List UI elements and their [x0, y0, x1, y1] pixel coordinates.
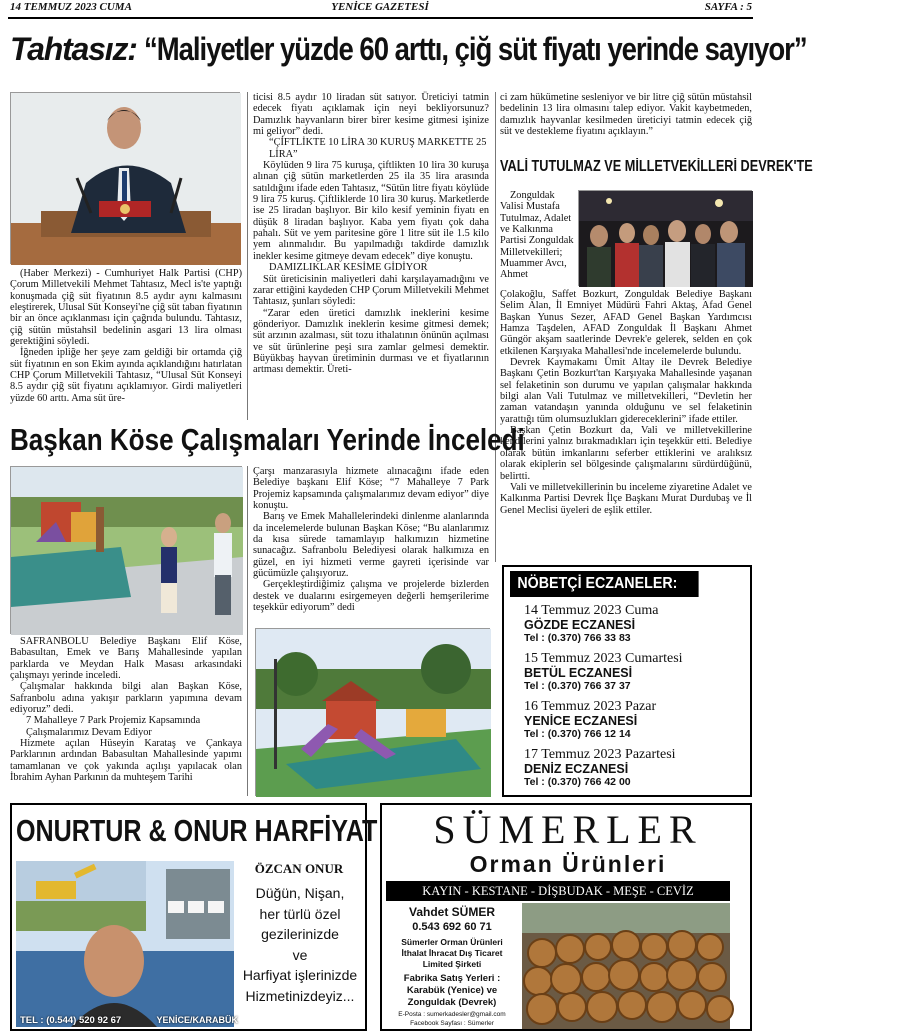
ad-sumerler-factory — [386, 973, 518, 1009]
ad-onurtur-location: YENİCE/KARABÜK — [156, 1015, 238, 1025]
paragraph: Çalışmalar hakkında bilgi alan Başkan Köse, Safranbolu adına yakışır parkların yapımına devam ediyoruz” dedi. — [10, 681, 242, 716]
divider-vertical — [247, 466, 248, 796]
slogan-line: gezilerinizde — [261, 926, 339, 942]
paragraph: Gerçekleştirdiğimiz çalışma ve projelerde bizlerden destek ve dualarını esirgemeyen değerli hemşerilerime teşekkür ediyorum” dedi — [253, 579, 489, 614]
article3-headline: Başkan Köse Çalışmaları Yerinde İnceledi — [10, 422, 525, 457]
pharmacy-name: DENİZ ECZANESİ — [524, 762, 629, 776]
factory-label: Fabrika Satış Yerleri : — [403, 973, 501, 984]
pharmacy-date: 14 Temmuz 2023 Cuma — [524, 603, 659, 618]
subheading: DAMIZLIKLAR KESİME GİDİYOR — [269, 262, 428, 274]
header-paper-name: YENİCE GAZETESİ — [331, 1, 429, 13]
article1-column-2 — [253, 92, 489, 420]
subheading: 7 Mahalleye 7 Park Projemiz Kapsamında Çalışmalarımız Devam Ediyor — [26, 715, 201, 738]
article1-title: “Maliyetler yüzde 60 arttı, çiğ süt fiyatı yerinde sayıyor” — [144, 31, 807, 67]
article2-photo-officials — [578, 190, 752, 286]
ad-sumerler-email: E-Posta : sumerkadesler@gmail.com — [398, 1011, 506, 1018]
ad-sumerler — [380, 803, 752, 1031]
ad-sumerler-company — [386, 937, 518, 971]
paragraph: Köylüden 9 lira 75 kuruşa, çiftlikten 10 lira 30 kuruşa alınan çiğ sütün marketlerden 25 ila 35 lira arasında satıldığını ifade eden Tahtasız, “Sütün litre fiyatı köylüde 9 lira 75 kuruş. Çiftliklerde 10 lira 30 kuruş. Marketlerde ise 25 liradan başlıyor. Bir kilo kesif yeminin fiyatı en düşük 8 liradan başlıyor. Kaba yem fiyatı çok daha pahalı. Süt ve yem paritesine göre 1 litre süt ile 1.5 kilo yem alınmalıdır. Bu yapılmadığı takdirde damızlık inekler kesime gitmeye devam edecek” diye konuştu. — [253, 160, 489, 262]
ad-onurtur — [10, 803, 378, 1031]
ad-onurtur-tel: TEL : (0.544) 520 92 67 — [20, 1015, 122, 1026]
pharmacy-name: BETÜL ECZANESİ — [524, 666, 633, 680]
divider-vertical — [495, 92, 496, 562]
ad-sumerler-title: SÜMERLER — [433, 807, 703, 852]
article1-headline — [10, 22, 807, 80]
pharmacy-tel: Tel : (0.370) 766 37 37 — [524, 680, 631, 692]
factory-line: Zonguldak (Devrek) — [407, 997, 497, 1008]
ad-onurtur-photo — [16, 861, 234, 1027]
subheading: “ÇİFTLİKTE 10 LİRA 30 KURUŞ MARKETTE 25 LİRA” — [269, 137, 487, 160]
article1-kicker: Tahtasız: — [10, 31, 137, 67]
paragraph: Zonguldak Valisi Mustafa Tutulmaz, Adalet ve Kalkınma Partisi Zonguldak Milletvekilleri; Muammer Avcı, Ahmet — [500, 190, 574, 281]
pharmacy-tel: Tel : (0.370) 766 42 00 — [524, 776, 631, 788]
article2-intro — [500, 190, 574, 290]
paragraph: “Zarar eden üretici damızlık ineklerini kesime gönderiyor. Damızlık ineklerin kesime gitmesi demek; süt arzının azalması, süt tozu ithalatının önünün açılması ve süt ürünlerine peşi sıra zamlar gelmesi demektir. Büyükbaş hayvan üretiminin durması ve et fiyatlarının artması demektir. Üreti- — [253, 307, 489, 376]
company-line: Limited Şirketi — [422, 959, 482, 969]
header-page: SAYFA : 5 — [704, 1, 752, 13]
article2-body — [500, 289, 752, 563]
article3-column-1 — [10, 636, 242, 796]
ad-sumerler-phone: 0.543 692 60 71 — [412, 921, 492, 933]
paragraph: Devrek Kaymakamı Ümit Altay ile Devrek Belediye Başkanı Çetin Bozkurt'tan Karşıyaka Mahallesinde yaşanan sel felaketinin son durumu ve yapılan çalışmalar hakkında bilgi alan Vali Tutulmaz ve milletvekilleri, “Devletin her zaman vatandaşın yanında olduğunu ve sel felaketinin yarattığı tüm olumsuzlukları gidereceklerini” ifade ettiler. — [500, 357, 752, 425]
pharmacy-entry — [524, 747, 748, 795]
paragraph: ticisi 8.5 aydır 10 liradan süt satıyor. Üreticiyi tatmin edecek fiyatı açıklamak için neyi bekliyorsunuz? Damızlık hayvanların birer birer kesime gitmesi işinize mi geliyor” dedi. — [253, 92, 489, 138]
ad-onurtur-slogan — [234, 883, 366, 1007]
factory-line: Karabük (Yenice) ve — [406, 985, 498, 996]
pharmacy-tel: Tel : (0.370) 766 12 14 — [524, 728, 631, 740]
paragraph: Vali ve milletvekillerinin bu inceleme ziyaretine Adalet ve Kalkınma Partisi Devrek İlçe Başkanı Murat Durdubaş ve İl Genel Meclisi üyeleri de eşlik ettiler. — [500, 481, 752, 516]
header-date: 14 TEMMUZ 2023 CUMA — [10, 1, 132, 13]
article2-headline: VALİ TUTULMAZ VE MİLLETVEKİLLERİ DEVREK'TE — [500, 158, 813, 175]
paragraph: Süt üreticisinin maliyetleri dahi karşılayamadığını ve zarar ettiğini kaydeden CHP Çorum Milletvekili Mehmet Tahtasız, şunları söyledi: — [253, 273, 489, 308]
article1-column-3 — [500, 92, 752, 150]
article3-column-2 — [253, 466, 489, 626]
pharmacy-entry — [524, 651, 748, 699]
header-rule — [8, 17, 753, 19]
company-line: İthalat İhracat Dış Ticaret — [401, 948, 503, 958]
pharmacy-entry — [524, 603, 748, 651]
slogan-line: Hizmetinizdeyiz... — [245, 987, 355, 1004]
article3-photo-playground — [255, 628, 490, 796]
pharmacy-date: 17 Temmuz 2023 Pazartesi — [524, 747, 676, 762]
paragraph: Başkan Çetin Bozkurt da, Vali ve milletvekillerine kendilerini yalnız bırakmadıkları için teşekkür etti. Belediye olarak bütün imkanlarını seferber ettiklerini ve aralıksız olarak ekiplerin sel bölgesinde çalışmalarını sürdürdüğünü, belirtti. — [500, 425, 752, 482]
pharmacy-entry — [524, 699, 748, 747]
slogan-line: her türlü özel — [259, 905, 341, 922]
ad-sumerler-subtitle: Orman Ürünleri — [469, 851, 667, 877]
paragraph: (Haber Merkezi) - Cumhuriyet Halk Partisi (CHP) Çorum Milletvekili Mehmet Tahtasız, Mecl is'te yaptığı konuşmada çiğ süt fiyatının 8.5 aydır aynı kalmasını eleştirerek, Ulusal Süt Konseyi'ne çiğ süt taban fiyatının bir an önce açıklanması için çağrıda bulundu. Tahtasız, çiğ sütün müstahsil bedelinin asgari 13 lira olması gerektiğini söyledi. — [10, 268, 242, 348]
ad-onurtur-person: ÖZCAN ONUR — [254, 861, 344, 876]
paragraph: Çolakoğlu, Saffet Bozkurt, Zonguldak Belediye Başkanı Selim Alan, İl Emniyet Müdürü Fahri Aktaş, Afad Genel Başkan Yunus Sezer, AFAD Genel Başkan Yardımcısı Hamza Taşdelen, AFAD Zonguldak İl Başkanı Ahmet Güngör akşam saatlerinde Devrek'e gelerek, selden en çok etkilenen Karşıyaka Mahallesi'nde incelemelerde bulundu. — [500, 289, 752, 357]
ad-onurtur-title: ONURTUR & ONUR HARFİYAT — [16, 813, 378, 848]
ad-sumerler-logs-photo — [522, 903, 730, 1029]
paragraph: SAFRANBOLU Belediye Başkanı Elif Köse, Babasultan, Emek ve Barış Mahallesinde yapılan parklarda ve Meydan Halk Masası arkasındaki çalışmayı yerinde inceledi. — [10, 636, 242, 682]
slogan-line: Harfiyat işlerinizde — [242, 967, 358, 983]
slogan-line: ve — [292, 946, 308, 963]
paragraph: İğneden ipliğe her şeye zam geldiği bir ortamda çiğ süt fiyatının en son Ekim ayında açıklandığını hatırlatan CHP Çorum Milletvekili Tahtasız, “Ulusal Süt Konseyi 8.5 aydır çiğ süt fiyatını açıklamıyor. Girdi maliyetleri yüzde 60 arttı. Ama süt üre- — [10, 347, 242, 404]
ad-sumerler-facebook: Facebook Sayfası : Sümerler — [410, 1020, 494, 1027]
pharmacy-tel: Tel : (0.370) 766 33 83 — [524, 632, 631, 644]
article3-photo-park-visit — [10, 466, 242, 634]
ad-sumerler-products: KAYIN - KESTANE - DİŞBUDAK - MEŞE - CEVİZ — [386, 881, 730, 901]
slogan-line: Düğün, Nişan, — [255, 885, 345, 901]
paragraph: Hizmete açılan Hüseyin Karataş ve Çankaya Parklarının ardından Babasultan Mahallesinde yapımı tamamlanan ve çok yakında açılışı yapılacak olan İbrahim Ayhan Parkının da muhteşem Tarihi — [10, 738, 242, 784]
pharmacy-name: YENİCE ECZANESİ — [524, 714, 638, 728]
ad-sumerler-owner: Vahdet SÜMER — [408, 905, 495, 919]
article1-photo-mp-speaking — [10, 92, 240, 264]
pharmacy-date: 16 Temmuz 2023 Pazar — [524, 699, 657, 714]
divider-vertical — [247, 92, 248, 420]
article1-column-1 — [10, 268, 242, 420]
paragraph: Çarşı manzarasıyla hizmete alınacağını ifade eden Belediye başkanı Elif Köse; “7 Mahalleye 7 Park Projemiz kapsamında çalışmalarımız devam ediyor” diye konuştu. — [253, 466, 489, 512]
pharmacy-box — [502, 565, 752, 797]
paragraph: ci zam hükümetine sesleniyor ve bir litre çiğ sütün müstahsil bedelinin 13 lira olmasını talep ediyor. Vakit kaybetmeden, damızlık hayvanlar kesilmeden üreticiyi tatmin edecek çiğ süt ve destekleme fiyatını açıklayın.” — [500, 92, 752, 138]
paragraph: Barış ve Emek Mahallelerindeki dinlenme alanlarında da incelemelerde bulunan Başkan Köse; “Bu alanlarımız da kısa sürede tamamlayıp halkımızın hizmetine sunacağız. Safranbolu Belediyesi olarak halkımıza en güzel, en iyi hizmeti verme gayreti içerisinde var gücümüzle çalışıyoruz. — [253, 511, 489, 580]
pharmacy-date: 15 Temmuz 2023 Cumartesi — [524, 651, 683, 666]
pharmacy-title: NÖBETÇİ ECZANELER: — [510, 571, 699, 597]
pharmacy-name: GÖZDE ECZANESİ — [524, 618, 636, 632]
company-line: Sümerler Orman Ürünleri — [401, 937, 503, 947]
